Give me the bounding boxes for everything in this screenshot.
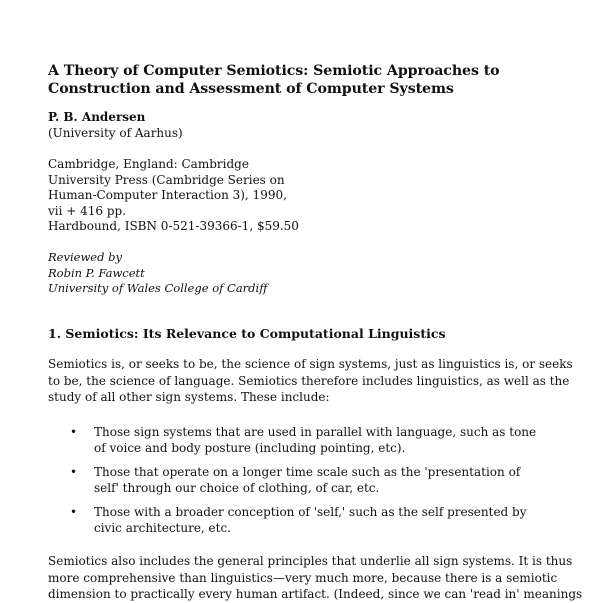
author-block (48, 110, 183, 141)
paragraph-line: study of all other sign systems. These include: (48, 390, 330, 404)
title-line-2: Construction and Assessment of Computer Systems (48, 81, 454, 97)
paragraph-line: to be, the science of language. Semiotics therefore includes linguistics, as well as the (48, 373, 570, 388)
reviewer-affiliation: University of Wales College of Cardiff (48, 281, 268, 295)
author-name: P. B. Andersen (48, 110, 146, 124)
paragraph-2 (48, 553, 583, 603)
paragraph-line: dimension to practically every human artifact. (Indeed, since we can 'read in' meanings (48, 587, 583, 601)
publication-line: University Press (Cambridge Series on (48, 172, 285, 187)
list-item-line: Those with a broader conception of 'self,' such as the self presented by (94, 505, 527, 519)
publication-info (48, 157, 299, 235)
bullet-icon: • (70, 505, 78, 519)
publication-line: Hardbound, ISBN 0-521-39366-1, $59.50 (48, 219, 299, 233)
title-line-1: A Theory of Computer Semiotics: Semiotic Approaches to (48, 63, 500, 79)
paragraph-line: more comprehensive than linguistics—very much more, because there is a semiotic (48, 570, 558, 585)
publication-line: Cambridge, England: Cambridge (48, 157, 249, 171)
reviewed-by-label: Reviewed by (48, 250, 122, 264)
bullet-icon: • (70, 465, 78, 479)
review-title (48, 62, 500, 98)
reviewer-name: Robin P. Fawcett (48, 265, 145, 280)
author-affiliation: (University of Aarhus) (48, 125, 183, 140)
list-item (48, 504, 527, 536)
list-item-line: Those that operate on a longer time scale such as the 'presentation of (94, 465, 521, 479)
section-heading: 1. Semiotics: Its Relevance to Computational Linguistics (48, 326, 446, 341)
list-item (48, 464, 521, 496)
bullet-list (48, 424, 537, 544)
paragraph-line: Semiotics also includes the general principles that underlie all sign systems. It is thus (48, 554, 573, 568)
list-item (48, 424, 537, 456)
list-item-line: self' through our choice of clothing, of car, etc. (94, 481, 380, 495)
list-item-line: of voice and body posture (including pointing, etc). (94, 441, 406, 455)
publication-line: vii + 416 pp. (48, 203, 127, 218)
list-item-line: Those sign systems that are used in parallel with language, such as tone (94, 425, 537, 439)
publication-line: Human-Computer Interaction 3), 1990, (48, 188, 287, 202)
reviewer-block (48, 250, 267, 297)
paragraph-line: Semiotics is, or seeks to be, the science of sign systems, just as linguistics is, or seeks (48, 357, 573, 371)
list-item-line: civic architecture, etc. (94, 521, 232, 535)
bullet-icon: • (70, 425, 78, 439)
paragraph-1 (48, 356, 573, 406)
